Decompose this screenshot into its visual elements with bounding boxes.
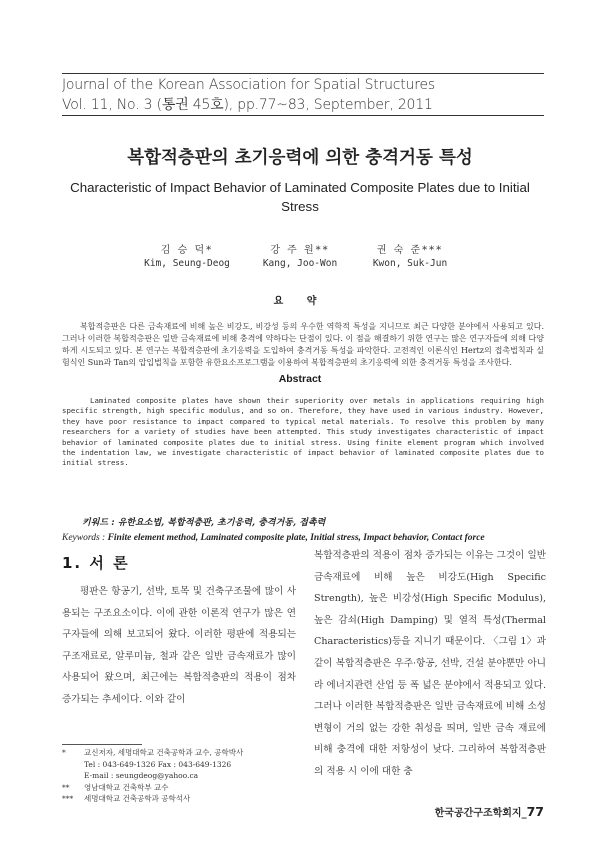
keywords-english-items: Finite element method, Laminated composite plate, Initial stress, Impact behavior, Contact force: [107, 533, 485, 543]
footnote-text: 교신저자, 세명대학교 건축공학과 교수, 공학박사: [84, 748, 244, 757]
footnote-marker: *: [62, 748, 66, 757]
keywords-english-label: Keywords :: [62, 533, 106, 543]
title-english: Characteristic of Impact Behavior of Laminated Composite Plates due to Initial Stress: [70, 180, 530, 214]
author-name-english: Kang, Joo-Won: [262, 258, 338, 269]
keywords-english: [62, 533, 485, 543]
author-name-korean: 김 승 덕*: [160, 245, 214, 256]
footnote-1-email: [62, 770, 296, 782]
footnote-text: E-mail : seungdeog@yahoo.ca: [84, 771, 199, 781]
footnote-1-phone: [62, 759, 296, 771]
author-name-korean: 강 주 원**: [270, 245, 330, 256]
author-name-english: Kim, Seung-Deog: [144, 258, 230, 269]
header-rule-bottom: [62, 115, 544, 116]
author-name-korean: 권 숙 준***: [376, 245, 444, 256]
journal-name: Journal of the Korean Association for Spatial Structures: [62, 77, 435, 93]
abstract-english-text: Laminated composite plates have shown their superiority over metals in applications requiring high specific strength, high specific modulus, and so on. Therefore, they have used in various industry. However, they have poor resistance to impact compared to typical metal materials. To resolve this problem by many researchers for a variety of studies have been attempted. This study investigates characteristic of impact behavior of laminated composite plates due to initial stress. Using finite element program which involved the indentation law, we investigate characteristic of impact behavior of laminated composite plates due to initial stress.: [62, 396, 544, 468]
author-2: [245, 244, 355, 270]
header-rule-top: [62, 73, 544, 74]
footnote-1: [62, 747, 296, 759]
title-korean: 복합적층판의 초기응력에 의한 충격거동 특성: [127, 148, 473, 168]
body-text-right-column: 복합적층판의 적용이 점차 증가되는 이유는 그것이 일반 금속재료에 비해 높은 비강도(High Specific Strength), 높은 비강성(High Specific Modulus), 높은 감쇠(High Damping) 및 열적 특성(Thermal Characteristics)등을 지니기 때문이다. 〈그림 1〉과 같이 복합적층판은 우주·항공, 선박, 건설 분야뿐만 아니라 에너지관련 산업 등 폭 넓은 분야에서 적용되고 있다. 그러나 이러한 복합적층판은 일반 금속재료에 비해 소성변형이 거의 없는 강한 취성을 띄며, 일반 금속 재료에 비해 충격에 대한 저항성이 낮다. 그리하여 복합적층판의 적용 시 이에 대한 충: [314, 550, 546, 777]
keywords-korean: [82, 515, 325, 528]
author-1: [132, 244, 242, 270]
body-text-left-column: 평판은 항공기, 선박, 토목 및 건축구조물에 많이 사용되는 구조요소이다. 이에 관한 이론적 연구가 많은 연구자들에 의해 보고되어 왔다. 이러한 평판에 적용되는 구조재료로, 알루미늄, 철과 같은 일반 금속재료가 많이 사용되어 왔으며, 최근에는 복합적층판의 적용이 점차 증가되는 추세이다. 이와 같이: [62, 586, 296, 705]
author-name-english: Kwon, Suk-Jun: [372, 258, 448, 269]
footnote-marker: ***: [62, 794, 74, 804]
keywords-korean-label: 키워드 :: [82, 518, 115, 528]
footnote-text: Tel : 043-649-1326 Fax : 043-649-1326: [84, 759, 232, 769]
footnote-2: [62, 782, 296, 794]
footnote-text: 영남대학교 건축학부 교수: [84, 782, 169, 792]
author-3: [355, 244, 465, 270]
keywords-korean-items: 유한요소법, 복합적층판, 초기응력, 충격거동, 접촉력: [117, 518, 326, 528]
abstract-korean-text: 복합적층판은 다른 금속재료에 비해 높은 비강도, 비강성 등의 우수한 역학적 특성을 지니므로 최근 다양한 분야에서 사용되고 있다. 그러나 이러한 복합적층판은 일반 금속재료에 비해 충격에 약하다는 단점이 있다. 이 점을 해결하기 위한 연구는 많은 연구자들에 의해 다양하게 시도되고 있다. 본 연구는 복합적층판에 초기응력을 도입하여 충격거동 특성을 파악한다. 고전적인 이론식인 Hertz의 접촉법칙과 실험식인 Sun과 Tan의 압입법칙을 포함한 유한요소프로그램을 이용하여 복합적층판의 초기응력에 의한 충격거동 특성을 조사한다.: [62, 322, 544, 367]
footer-journal-name: 한국공간구조학회지_: [434, 808, 527, 819]
footnote-marker: **: [62, 782, 70, 792]
journal-issue: Vol. 11, No. 3 (통권 45호), pp.77~83, September, 2011: [62, 97, 433, 113]
page-footer: [435, 804, 544, 819]
footnotes: [62, 747, 296, 805]
footnote-3: [62, 793, 296, 805]
footnote-rule: [62, 744, 142, 745]
section-heading: 1. 서 론: [62, 554, 130, 572]
page-number: 77: [526, 804, 544, 819]
abstract-korean-heading: 요 약: [273, 296, 327, 307]
abstract-english-heading: Abstract: [278, 373, 322, 385]
footnote-text: 세명대학교 건축공학과 공학석사: [84, 794, 191, 804]
